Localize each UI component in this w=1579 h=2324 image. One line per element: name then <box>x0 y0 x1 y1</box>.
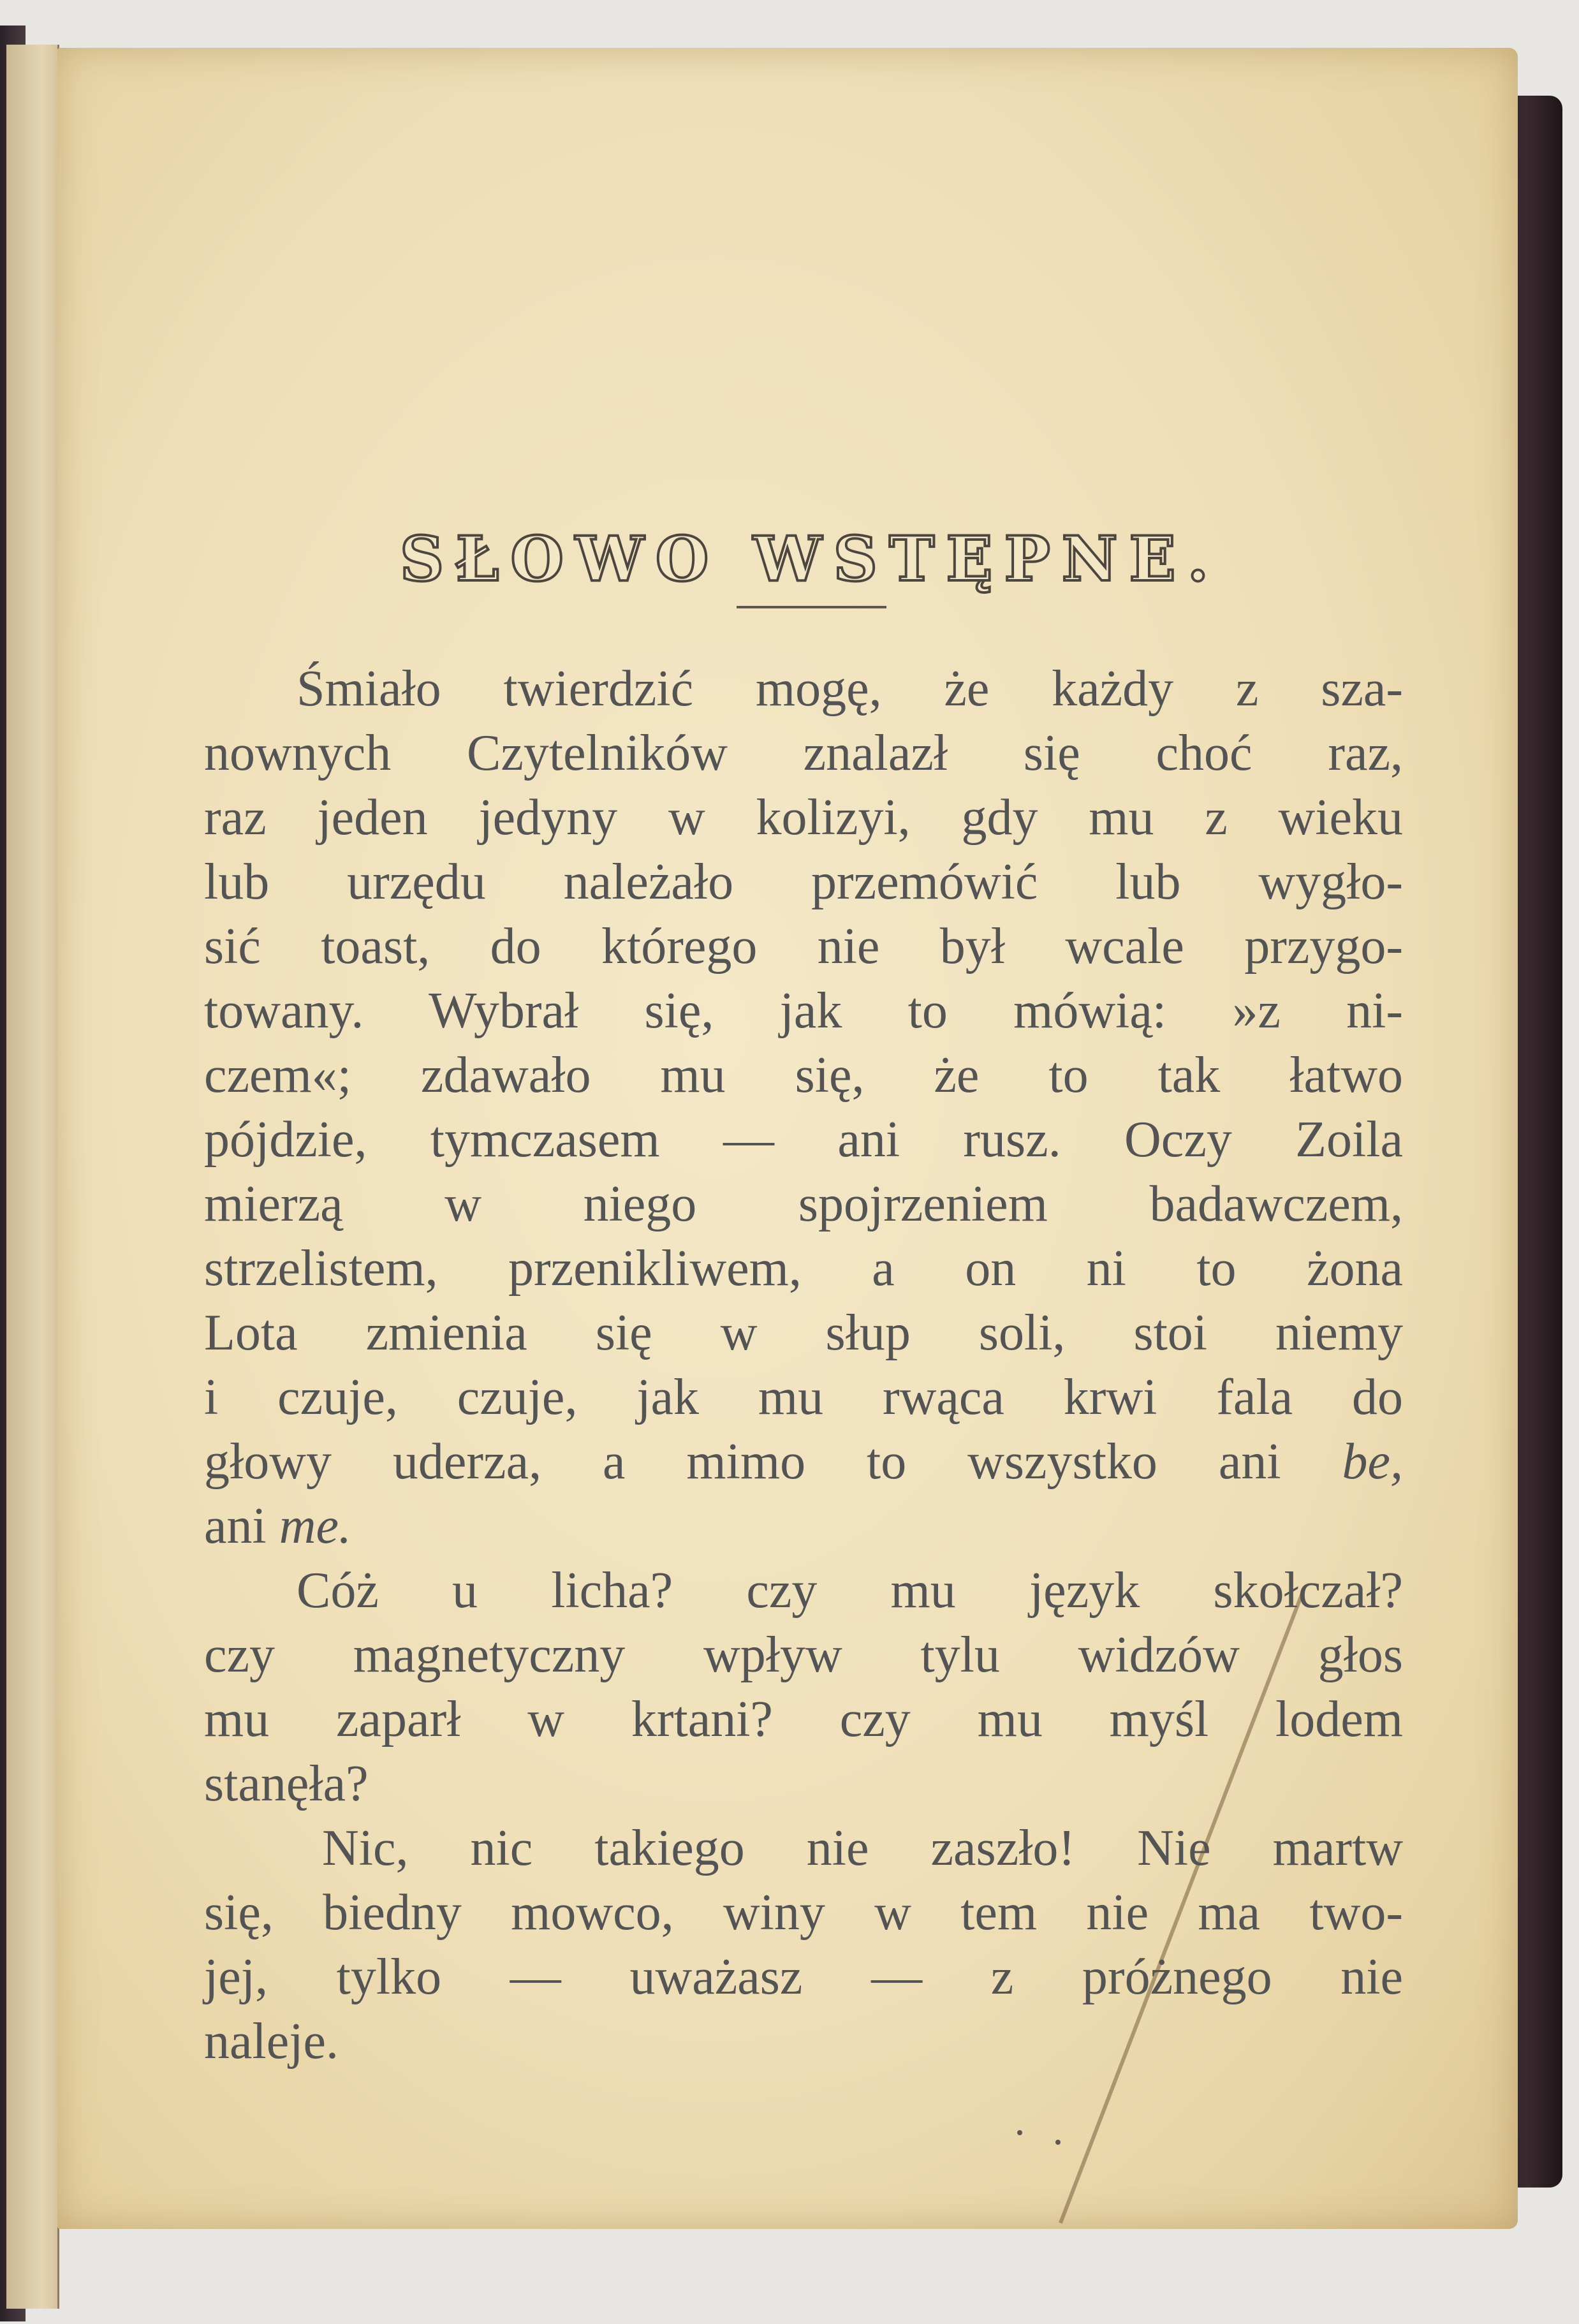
text-line: naleje. <box>204 2013 339 2070</box>
italic-word: be, <box>1342 1434 1403 1490</box>
text-line: Cóż u licha? czy mu język skołczał? <box>297 1563 1403 1619</box>
heading-rule <box>737 606 886 608</box>
text-line: strzelistem, przenikliwem, a on ni to żona <box>204 1240 1403 1297</box>
text-line <box>204 1430 1403 1494</box>
text-line: stanęła? <box>204 1756 369 1812</box>
text-line: sić toast, do którego nie był wcale przygo- <box>204 918 1403 974</box>
text-line: raz jeden jedyny w kolizyi, gdy mu z wieku <box>204 790 1403 846</box>
text-line-start: ani <box>204 1498 279 1554</box>
text-line: Śmiało twierdzić mogę, że każdy z sza- <box>297 661 1403 717</box>
text-line: nownych Czytelników znalazł się choć raz, <box>204 725 1403 781</box>
ink-speck <box>1017 2130 1022 2135</box>
text-line: pójdzie, tymczasem — ani rusz. Oczy Zoila <box>204 1112 1403 1168</box>
text-line: jej, tylko — uważasz — z próżnego nie <box>204 1949 1403 2005</box>
text-line <box>204 1494 1403 1559</box>
text-line: mu zaparł w krtani? czy mu myśl lodem <box>204 1691 1403 1747</box>
italic-word: me. <box>279 1498 352 1554</box>
text-line: czem«; zdawało mu się, że to tak łatwo <box>204 1047 1403 1103</box>
text-line: i czuje, czuje, jak mu rwąca krwi fala do <box>204 1369 1403 1425</box>
text-line: towany. Wybrał się, jak to mówią: »z ni- <box>204 983 1403 1039</box>
ink-speck <box>1055 2140 1061 2145</box>
text-line: się, biedny mowco, winy w tem nie ma two- <box>204 1885 1403 1941</box>
page-heading: SŁOWO WSTĘPNE. <box>399 523 1221 595</box>
body-text <box>204 657 1403 2074</box>
text-line: Nic, nic takiego nie zaszło! Nie martw <box>322 1820 1403 1876</box>
text-line: lub urzędu należało przemówić lub wygło- <box>204 854 1403 910</box>
text-line: Lota zmienia się w słup soli, stoi niemy <box>204 1305 1403 1361</box>
text-line-start: głowy uderza, a mimo to wszystko ani <box>204 1434 1342 1490</box>
text-line: mierzą w niego spojrzeniem badawczem, <box>204 1176 1403 1232</box>
text-line: czy magnetyczny wpływ tylu widzów głos <box>204 1627 1403 1683</box>
facing-page-edge <box>6 45 59 2309</box>
